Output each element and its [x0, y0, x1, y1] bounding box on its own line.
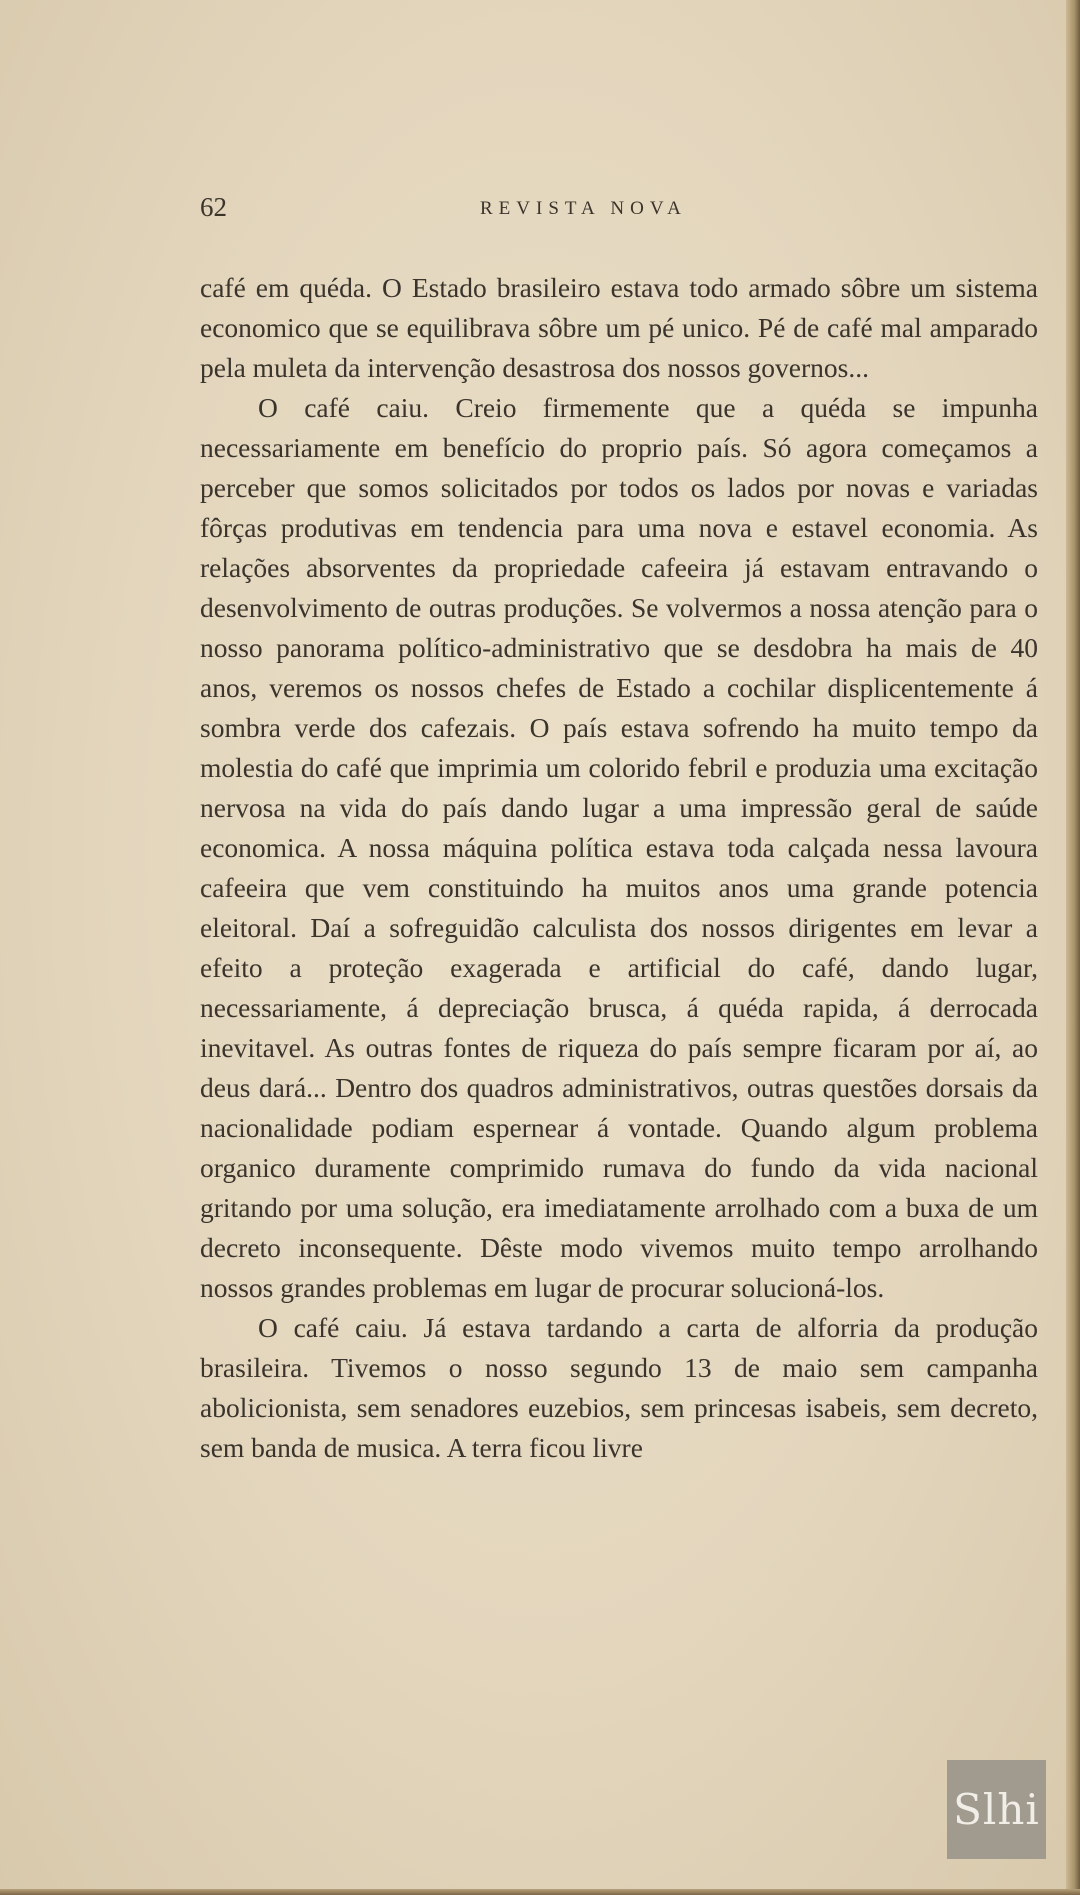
paragraph-continuation: café em quéda. O Estado brasileiro estava todo armado sôbre um sistema economico que se equilibrava sôbre um pé unico. Pé de café mal amparado pela muleta da intervenção desastrosa dos nossos governos... [200, 272, 1038, 383]
page-header [200, 192, 1040, 232]
running-title: REVISTA NOVA [480, 198, 687, 219]
library-stamp [947, 1760, 1046, 1859]
page-edge-right [1066, 0, 1080, 1895]
paragraph-cafe-caiu: O café caiu. Creio firmemente que a quéda se impunha necessariamente em benefício do proprio país. Só agora começamos a perceber que somos solicitados por todos os lados por novas e variadas fôrças produtivas em tendencia para uma nova e estavel economia. As relações absorventes da propriedade cafeeira já estavam entravando o desenvolvimento de outras produções. Se volvermos a nossa atenção para o nosso panorama político-administrativo que se desdobra ha mais de 40 anos, veremos os nossos chefes de Estado a cochilar displicentemente á sombra verde dos cafezais. O país estava sofrendo ha muito tempo da molestia do café que imprimia um colorido febril e produzia uma excitação nervosa na vida do país dando lugar a uma impressão geral de saúde economica. A nossa máquina política estava toda calçada nessa lavoura cafeeira que vem constituindo ha muitos anos uma grande potencia eleitoral. Daí a sofreguidão calculista dos nossos dirigentes em levar a efeito a proteção exagerada e artificial do café, dando lugar, necessariamente, á depreciação brusca, á quéda rapida, á derrocada inevitavel. As outras fontes de riqueza do país sempre ficaram por aí, ao deus dará... Dentro dos quadros administrativos, outras questões dorsais da nacionalidade podiam espernear á vontade. Quando algum problema organico duramente comprimido rumava do fundo da vida nacional gritando por uma solução, era imediatamente arrolhado com a buxa de um decreto inconsequente. Dêste modo vivemos muito tempo arrolhando nossos grandes problemas em lugar de procurar solucioná-los. [200, 392, 1038, 1303]
page-edge-bottom [0, 1889, 1080, 1895]
article-body [200, 268, 1038, 1468]
paragraph-alforria: O café caiu. Já estava tardando a carta de alforria da produção brasileira. Tivemos o nosso segundo 13 de maio sem campanha abolicionista, sem senadores euzebios, sem princesas isabeis, sem decreto, sem banda de musica. A terra ficou livre [200, 1312, 1038, 1463]
stamp-text: Slhi [953, 1785, 1040, 1834]
page-number: 62 [200, 192, 227, 222]
